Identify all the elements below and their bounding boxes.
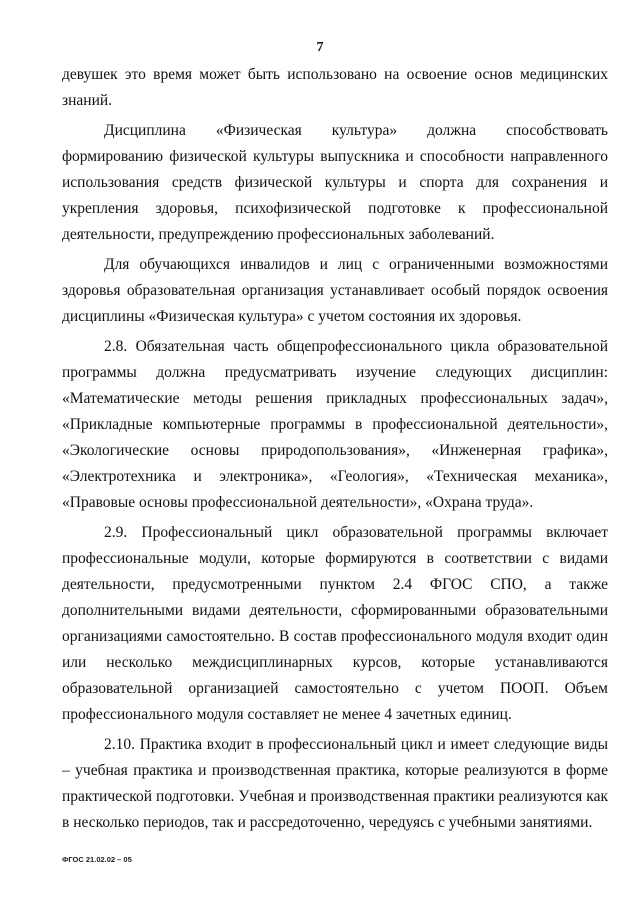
paragraph-2-9: 2.9. Профессиональный цикл образовательной программы включает профессиональные модули, которые формируются в соответствии с видами деятельности, предусмотренными пунктом 2.4 ФГОС СПО, а также дополнительными видами деятельности, сформированными образовательными организациями самостоятельно. В состав профессионального модуля входит один или несколько междисциплинарных курсов, которые устанавливаются образовательной организацией самостоятельно с учетом ПООП. Объем профессионального модуля составляет не менее 4 зачетных единиц. bbox=[62, 524, 608, 723]
paragraph-continuation: девушек это время может быть использовано на освоение основ медицинских знаний. bbox=[62, 66, 608, 109]
paragraph-disabled-students: Для обучающихся инвалидов и лиц с ограниченными возможностями здоровья образовательная организация устанавливает особый порядок освоения дисциплины «Физическая культура» с учетом состояния их здоровья. bbox=[62, 256, 608, 325]
paragraph-2-8: 2.8. Обязательная часть общепрофессионального цикла образовательной программы должна предусматривать изучение следующих дисциплин: «Математические методы решения прикладных профессиональных задач», «Прикладные компьютерные программы в профессиональной деятельности», «Экологические основы природопользования», «Инженерная графика», «Электротехника и электроника», «Геология», «Техническая механика», «Правовые основы профессиональной деятельности», «Охрана труда». bbox=[62, 338, 608, 511]
page-body bbox=[62, 62, 608, 836]
page-number: 7 bbox=[316, 40, 324, 55]
paragraph-physical-culture: Дисциплина «Физическая культура» должна способствовать формированию физической культуры выпускника и способности направленного использования средств физической культуры и спорта для сохранения и укрепления здоровья, психофизической подготовке к профессиональной деятельности, предупреждению профессиональных заболеваний. bbox=[62, 122, 608, 243]
document-footer: ФГОС 21.02.02 – 05 bbox=[62, 855, 132, 864]
paragraph-2-10: 2.10. Практика входит в профессиональный цикл и имеет следующие виды – учебная практика и производственная практика, которые реализуются в форме практической подготовки. Учебная и производственная практики реализуются как в несколько периодов, так и рассредоточенно, чередуясь с учебными занятиями. bbox=[62, 736, 608, 831]
